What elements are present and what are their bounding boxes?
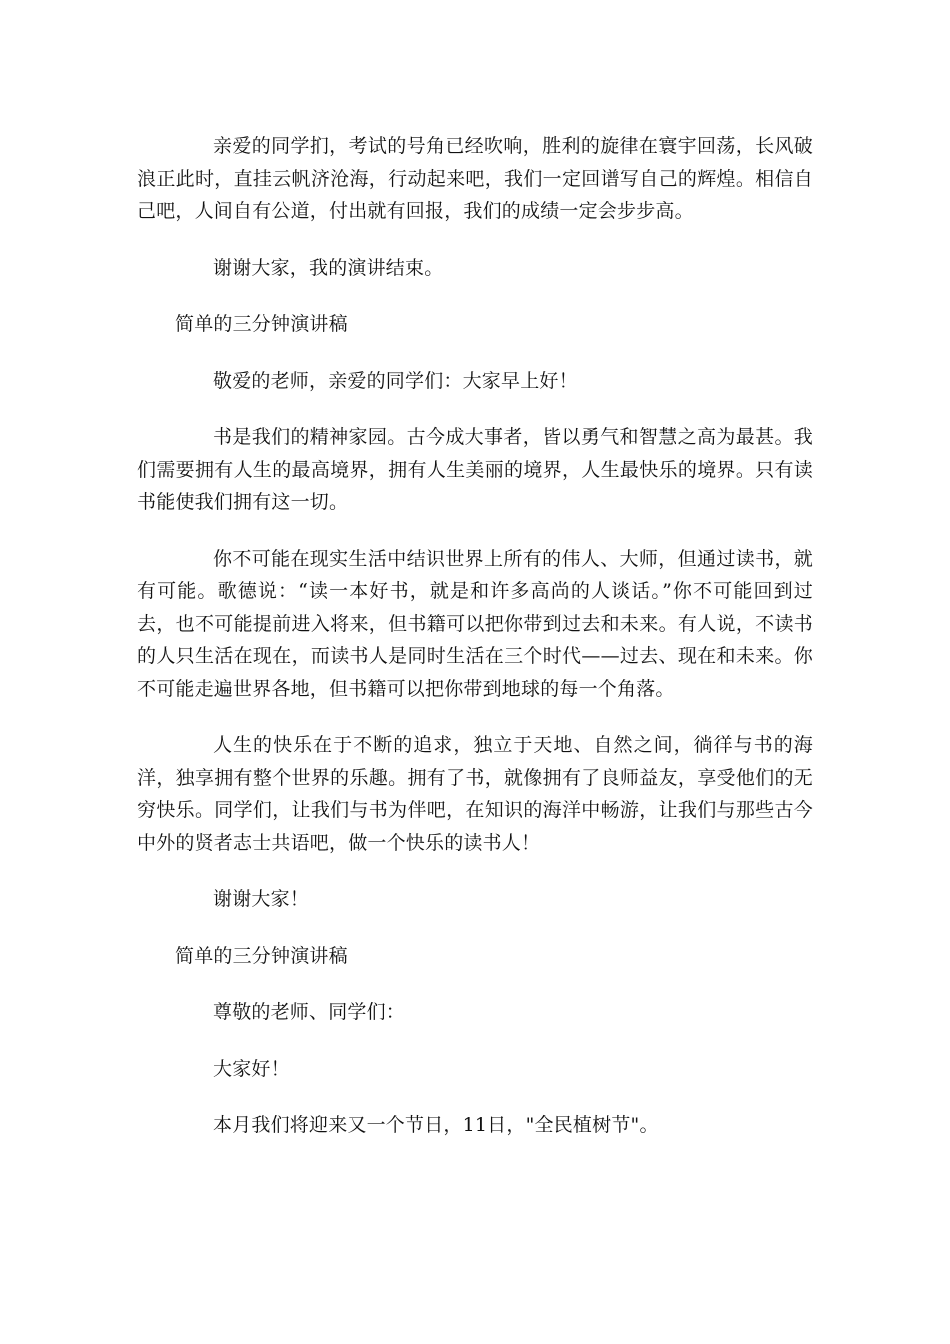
paragraph-greeting: 敬爱的老师，亲爱的同学们：大家早上好！ xyxy=(213,369,578,392)
paragraph-thanks: 谢谢大家！ xyxy=(213,888,310,910)
paragraph-reading-joy: 人生的快乐在于不断的追求，独立于天地、自然之间，徜徉与书的海洋，独享拥有整个世界的乐趣。拥有了书，就像拥有了良师益友，享受他们的无穷快乐。同学们，让我们与书为伴吧，在知识的海洋中畅游，让我们与那些古今中外的贤者志士共语吧，做一个快乐的读书人！ xyxy=(137,734,813,854)
paragraph-exam-encouragement: 亲爱的同学扪，考试的号角已经吹响，胜利的旋律在寰宇回荡，长风破浪正此时，直挂云帆济沧海，行动起来吧，我们一定回谱写自己的辉煌。相信自己吧，人间自有公道，付出就有回报，我们的成绩一定会步步高。 xyxy=(137,135,813,222)
section-heading: 简单的三分钟演讲稿 xyxy=(175,313,348,335)
paragraph-reading-benefits: 你不可能在现实生活中结识世界上所有的伟人、大师，但通过读书，就有可能。歌德说：“读一本好书，就是和许多高尚的人谈话。”你不可能回到过去，也不可能提前进入将来，但书籍可以把你带到过去和未来。有人说，不读书的人只生活在现在，而读书人是同时生活在三个时代——过去、现在和未来。你不可能走遍世界各地，但书籍可以把你带到地球的每一个角落。 xyxy=(137,547,813,700)
paragraph-closing-thanks: 谢谢大家，我的演讲结束。 xyxy=(213,256,444,279)
section-heading: 简单的三分钟演讲稿 xyxy=(175,944,348,967)
paragraph-hello: 大家好！ xyxy=(213,1057,290,1080)
paragraph-arbor-day: 本月我们将迎来又一个节日，11日，"全民植树节"。 xyxy=(213,1114,659,1136)
paragraph-salutation: 尊敬的老师、同学们： xyxy=(213,1001,406,1023)
document-body xyxy=(137,130,813,1166)
paragraph-books-home: 书是我们的精神家园。古今成大事者，皆以勇气和智慧之高为最甚。我们需要拥有人生的最高境界，拥有人生美丽的境界，人生最快乐的境界。只有读书能使我们拥有这一切。 xyxy=(137,426,813,513)
